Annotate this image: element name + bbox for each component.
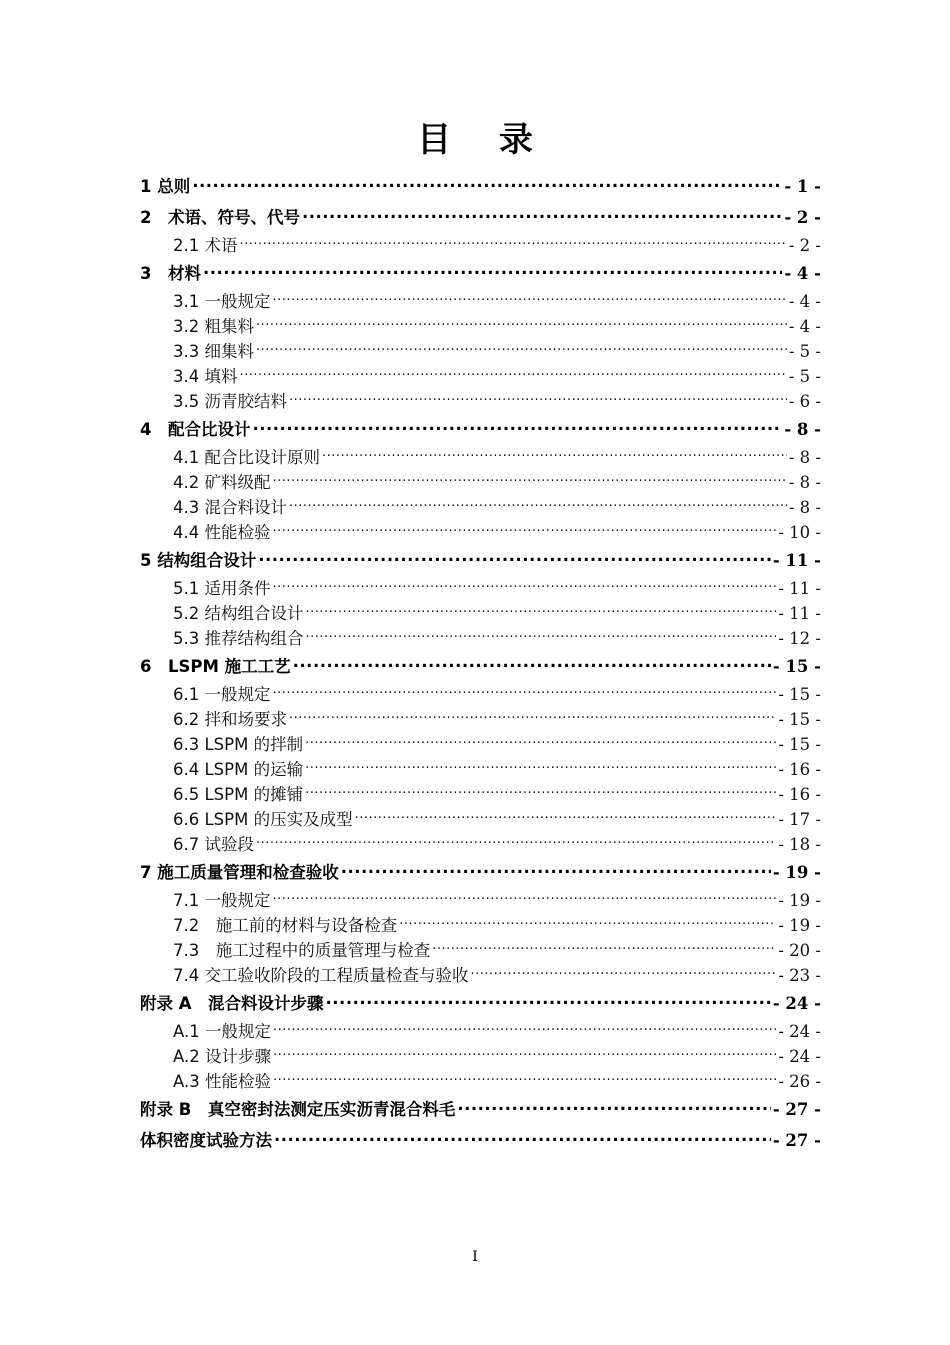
toc-entry-title: A.2 设计步骤 — [173, 1047, 271, 1066]
toc-entry-page-number: - 15 - — [778, 735, 821, 754]
toc-chapter-entry[interactable] — [140, 545, 821, 576]
toc-dot-leader — [273, 472, 787, 489]
toc-entry-page-number: - 20 - — [778, 941, 821, 960]
toc-entry-page-number: - 10 - — [778, 523, 821, 542]
toc-section-entry[interactable] — [140, 782, 821, 807]
toc-dot-leader — [203, 263, 782, 280]
toc-dot-leader — [273, 890, 777, 907]
toc-entry-title: 7.1 一般规定 — [173, 891, 271, 910]
toc-entry-page-number: - 11 - — [778, 604, 821, 623]
toc-section-entry[interactable] — [140, 682, 821, 707]
toc-entry-page-number: - 2 - — [784, 208, 821, 227]
toc-entry-title: 3.2 粗集料 — [173, 317, 254, 336]
toc-section-entry[interactable] — [140, 757, 821, 782]
toc-section-entry[interactable] — [140, 938, 821, 963]
toc-dot-leader — [355, 809, 777, 826]
toc-entry-title: 附录 B 真空密封法测定压实沥青混合料毛 — [140, 1100, 456, 1119]
toc-entry-page-number: - 24 - — [772, 994, 821, 1013]
toc-entry-page-number: - 11 - — [772, 551, 821, 570]
toc-dot-leader — [273, 684, 777, 701]
toc-entry-page-number: - 15 - — [772, 657, 821, 676]
toc-entry-page-number: - 19 - — [778, 916, 821, 935]
toc-entry-title: 5 结构组合设计 — [140, 551, 257, 570]
toc-dot-leader — [326, 993, 771, 1010]
toc-entry-page-number: - 11 - — [778, 579, 821, 598]
toc-entry-page-number: - 19 - — [778, 891, 821, 910]
toc-dot-leader — [240, 366, 787, 383]
toc-entry-page-number: - 15 - — [778, 685, 821, 704]
toc-entry-page-number: - 5 - — [788, 367, 821, 386]
toc-dot-leader — [274, 1130, 771, 1147]
toc-section-entry[interactable] — [140, 913, 821, 938]
toc-entry-page-number: - 6 - — [788, 392, 821, 411]
toc-dot-leader — [341, 862, 771, 879]
toc-dot-leader — [289, 497, 787, 514]
toc-section-entry[interactable] — [140, 470, 821, 495]
toc-section-entry[interactable] — [140, 1019, 821, 1044]
toc-entry-title: 6.7 试验段 — [173, 835, 254, 854]
toc-dot-leader — [293, 656, 771, 673]
toc-chapter-entry[interactable] — [140, 414, 821, 445]
toc-dot-leader — [258, 550, 771, 567]
toc-entry-page-number: - 18 - — [778, 835, 821, 854]
page-title: 目 录 — [417, 120, 551, 160]
toc-section-entry[interactable] — [140, 1069, 821, 1094]
toc-dot-leader — [273, 291, 787, 308]
toc-entry-title: 体积密度试验方法 — [140, 1131, 272, 1150]
toc-entry-title: 6.1 一般规定 — [173, 685, 271, 704]
toc-entry-page-number: - 8 - — [784, 420, 821, 439]
toc-section-entry[interactable] — [140, 807, 821, 832]
toc-entry-title: 3.5 沥青胶结料 — [173, 392, 287, 411]
toc-entry-title: 6.3 LSPM 的拌制 — [173, 735, 304, 754]
toc-dot-leader — [289, 709, 776, 726]
toc-entry-title: 6.4 LSPM 的运输 — [173, 760, 304, 779]
toc-entry-page-number: - 15 - — [778, 710, 821, 729]
toc-dot-leader — [256, 316, 787, 333]
toc-dot-leader — [289, 391, 787, 408]
toc-section-entry[interactable] — [140, 339, 821, 364]
toc-dot-leader — [273, 522, 777, 539]
toc-dot-leader — [192, 176, 782, 193]
toc-section-entry[interactable] — [140, 601, 821, 626]
toc-entry-page-number: - 8 - — [788, 473, 821, 492]
toc-entry-title: 3 材料 — [140, 264, 201, 283]
toc-entry-title: 附录 A 混合料设计步骤 — [140, 994, 324, 1013]
toc-section-entry[interactable] — [140, 389, 821, 414]
toc-dot-leader — [273, 1046, 776, 1063]
toc-entry-title: 7.2 施工前的材料与设备检查 — [173, 916, 398, 935]
toc-dot-leader — [305, 784, 776, 801]
toc-entry-page-number: - 4 - — [788, 292, 821, 311]
toc-entry-title: 6 LSPM 施工工艺 — [140, 657, 291, 676]
toc-entry-page-number: - 19 - — [772, 863, 821, 882]
toc-chapter-entry[interactable] — [140, 258, 821, 289]
toc-dot-leader — [399, 915, 776, 932]
toc-dot-leader — [471, 965, 777, 982]
toc-entry-page-number: - 23 - — [778, 966, 821, 985]
toc-entry-title: 5.3 推荐结构组合 — [173, 629, 304, 648]
toc-entry-page-number: - 24 - — [778, 1047, 821, 1066]
toc-dot-leader — [322, 447, 787, 464]
toc-entry-page-number: - 24 - — [778, 1022, 821, 1041]
toc-entry-title: 4.3 混合料设计 — [173, 498, 287, 517]
toc-dot-leader — [305, 759, 776, 776]
toc-dot-leader — [457, 1099, 771, 1116]
toc-section-entry[interactable] — [140, 832, 821, 857]
toc-entry-title: 4 配合比设计 — [140, 420, 251, 439]
toc-dot-leader — [256, 341, 787, 358]
toc-section-entry[interactable] — [140, 445, 821, 470]
toc-entry-page-number: - 8 - — [788, 448, 821, 467]
toc-section-entry[interactable] — [140, 1044, 821, 1069]
toc-entry-title: 6.5 LSPM 的摊铺 — [173, 785, 304, 804]
toc-entry-page-number: - 2 - — [788, 236, 821, 255]
toc-entry-page-number: - 26 - — [778, 1072, 821, 1091]
toc-entry-page-number: - 8 - — [788, 498, 821, 517]
toc-dot-leader — [273, 578, 777, 595]
toc-chapter-entry[interactable] — [140, 1125, 821, 1156]
toc-entry-title: 7 施工质量管理和检查验收 — [140, 863, 339, 882]
toc-dot-leader — [273, 1071, 776, 1088]
toc-entry-page-number: - 16 - — [778, 760, 821, 779]
toc-entry-page-number: - 4 - — [784, 264, 821, 283]
toc-dot-leader — [256, 834, 776, 851]
toc-section-entry[interactable] — [140, 963, 821, 988]
toc-entry-page-number: - 5 - — [788, 342, 821, 361]
toc-dot-leader — [252, 419, 782, 436]
toc-section-entry[interactable] — [140, 314, 821, 339]
toc-section-entry[interactable] — [140, 364, 821, 389]
toc-entry-title: 2 术语、符号、代号 — [140, 208, 300, 227]
toc-entry-title: 3.1 一般规定 — [173, 292, 271, 311]
toc-entry-title: 4.1 配合比设计原则 — [173, 448, 320, 467]
toc-entry-page-number: - 16 - — [778, 785, 821, 804]
toc-entry-title: 5.1 适用条件 — [173, 579, 271, 598]
toc-section-entry[interactable] — [140, 707, 821, 732]
toc-section-entry[interactable] — [140, 289, 821, 314]
toc-chapter-entry[interactable] — [140, 988, 821, 1019]
toc-entry-title: 7.4 交工验收阶段的工程质量检查与验收 — [173, 966, 469, 985]
toc-entry-title: 7.3 施工过程中的质量管理与检查 — [173, 941, 431, 960]
toc-section-entry[interactable] — [140, 495, 821, 520]
toc-entry-title: 4.4 性能检验 — [173, 523, 271, 542]
toc-entry-page-number: - 27 - — [772, 1131, 821, 1150]
toc-dot-leader — [240, 235, 787, 252]
toc-entry-page-number: - 12 - — [778, 629, 821, 648]
toc-section-entry[interactable] — [140, 888, 821, 913]
toc-entry-page-number: - 17 - — [778, 810, 821, 829]
toc-section-entry[interactable] — [140, 233, 821, 258]
toc-entry-title: A.1 一般规定 — [173, 1022, 271, 1041]
toc-entry-title: 1 总则 — [140, 177, 191, 196]
toc-section-entry[interactable] — [140, 626, 821, 651]
toc-dot-leader — [302, 207, 782, 224]
toc-entry-title: 6.2 拌和场要求 — [173, 710, 287, 729]
toc-chapter-entry[interactable] — [140, 857, 821, 888]
toc-dot-leader — [306, 603, 777, 620]
page-number: I — [472, 1249, 478, 1265]
toc-dot-leader — [305, 734, 776, 751]
toc-chapter-entry[interactable] — [140, 651, 821, 682]
toc-section-entry[interactable] — [140, 732, 821, 757]
toc-section-entry[interactable] — [140, 520, 821, 545]
toc-dot-leader — [306, 628, 777, 645]
toc-entry-title: 6.6 LSPM 的压实及成型 — [173, 810, 353, 829]
toc-entry-title: 2.1 术语 — [173, 236, 238, 255]
toc-chapter-entry[interactable] — [140, 1094, 821, 1125]
toc-chapter-entry[interactable] — [140, 171, 821, 202]
toc-dot-leader — [273, 1021, 776, 1038]
toc-entry-page-number: - 27 - — [772, 1100, 821, 1119]
toc-chapter-entry[interactable] — [140, 202, 821, 233]
toc-entry-title: 5.2 结构组合设计 — [173, 604, 304, 623]
toc-entry-title: A.3 性能检验 — [173, 1072, 271, 1091]
table-of-contents — [140, 171, 821, 1156]
toc-entry-page-number: - 4 - — [788, 317, 821, 336]
toc-entry-title: 3.3 细集料 — [173, 342, 254, 361]
toc-entry-title: 3.4 填料 — [173, 367, 238, 386]
toc-dot-leader — [432, 940, 776, 957]
toc-entry-page-number: - 1 - — [784, 177, 821, 196]
toc-section-entry[interactable] — [140, 576, 821, 601]
toc-entry-title: 4.2 矿料级配 — [173, 473, 271, 492]
